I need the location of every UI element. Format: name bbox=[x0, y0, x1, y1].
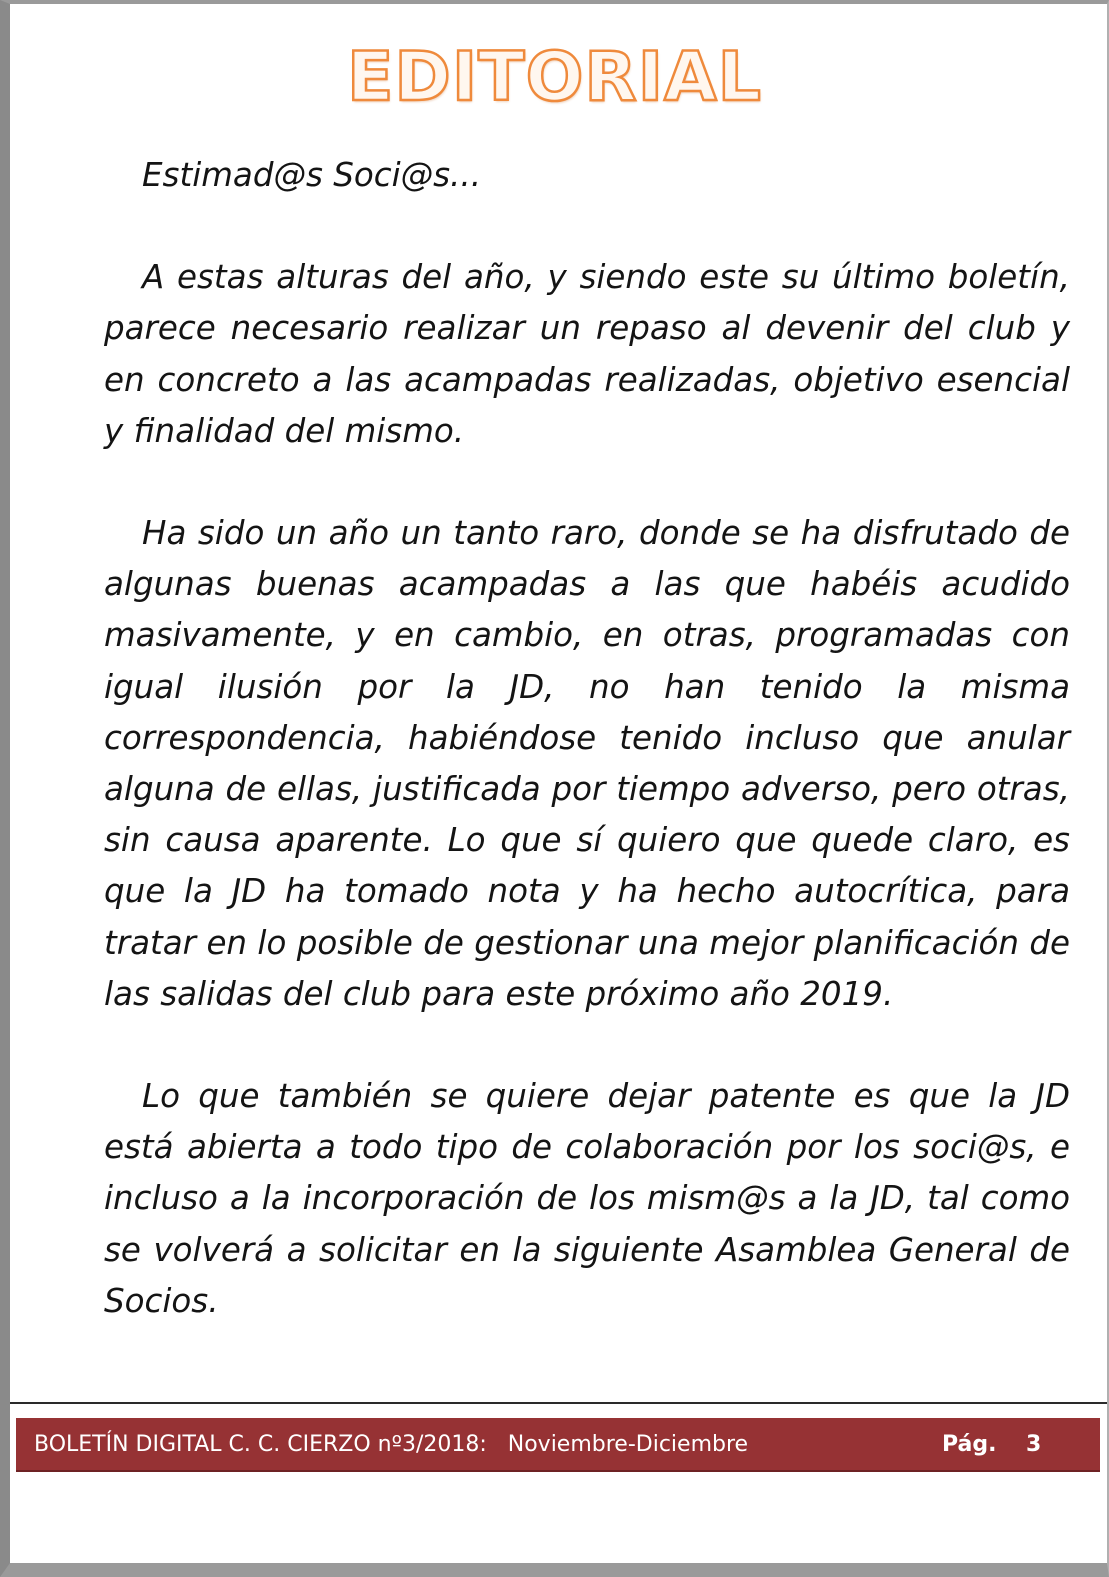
body-paragraph-1: A estas alturas del año, y siendo este su último boletín, parece necesario realizar un repaso al devenir del club y en concreto a las acampadas realizadas, objetivo esencial y finalidad del mismo. bbox=[104, 258, 1070, 450]
body-paragraph-3: Lo que también se quiere dejar patente es que la JD está abierta a todo tipo de colaboración por los soci@s, e incluso a la incorporación de los mism@s a la JD, tal como se volverá a solicitar en la siguiente Asamblea General de Socios. bbox=[104, 1077, 1070, 1320]
footer-page-number: 3 bbox=[1026, 1432, 1042, 1457]
greeting-paragraph: Estimad@s Soci@s... bbox=[142, 156, 482, 194]
footer-divider bbox=[10, 1402, 1107, 1404]
page-title: EDITORIAL bbox=[346, 38, 762, 117]
editorial-body bbox=[104, 150, 1070, 1378]
body-paragraph-2: Ha sido un año un tanto raro, donde se ha disfrutado de algunas buenas acampadas a las que habéis acudido masivamente, y en cambio, en otras, programadas con igual ilusión por la JD, no han tenido la misma correspondencia, habiéndose tenido incluso que anular alguna de ellas, justificada por tiempo adverso, pero otras, sin causa aparente. Lo que sí quiero que quede claro, es que la JD ha tomado nota y ha hecho autocrítica, para tratar en lo posible de gestionar una mejor planificación de las salidas del club para este próximo año 2019. bbox=[104, 514, 1070, 1013]
footer-page-label: Pág. bbox=[942, 1432, 997, 1457]
footer-publication: BOLETÍN DIGITAL C. C. CIERZO nº3/2018: Noviembre-Diciembre bbox=[34, 1432, 749, 1457]
footer-bar bbox=[16, 1418, 1100, 1472]
